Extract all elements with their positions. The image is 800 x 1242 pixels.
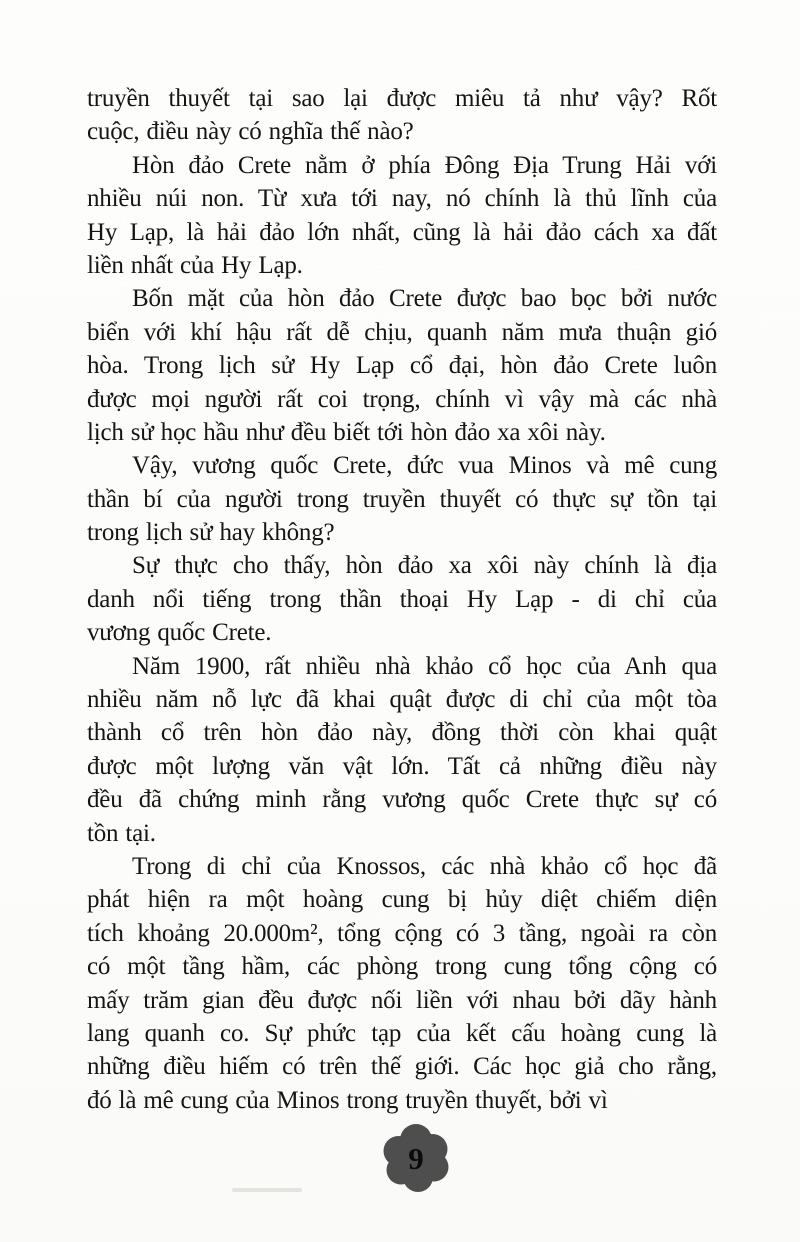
page-number-badge (377, 1122, 455, 1196)
text-line: Năm 1900, rất nhiều nhà khảo cổ học của Anh qua (132, 652, 717, 680)
text-line: biển với khí hậu rất dễ chịu, quanh năm mưa thuận gió (87, 318, 717, 346)
scan-smudge-mark (232, 1188, 302, 1192)
text-line: những điều hiếm có trên thế giới. Các học giả cho rằng, (87, 1053, 717, 1081)
text-line: tích khoảng 20.000m², tổng cộng có 3 tầng, ngoài ra còn (87, 919, 717, 947)
text-line: thành cổ trên hòn đảo này, đồng thời còn khai quật (87, 719, 717, 747)
text-line: đó là mê cung của Minos trong truyền thuyết, bởi vì (87, 1086, 608, 1114)
text-line: nhiều núi non. Từ xưa tới nay, nó chính là thủ lĩnh của (87, 185, 717, 213)
text-line: truyền thuyết tại sao lại được miêu tả như vậy? Rốt (87, 85, 717, 112)
text-line: được mọi người rất coi trọng, chính vì vậy mà các nhà (87, 385, 717, 413)
text-line: Trong di chỉ của Knossos, các nhà khảo cổ học đã (132, 852, 717, 880)
text-line: thần bí của người trong truyền thuyết có thực sự tồn tại (87, 485, 717, 513)
body-text (87, 82, 717, 1117)
text-line: danh nổi tiếng trong thần thoại Hy Lạp - di chỉ của (87, 585, 717, 613)
text-line: trong lịch sử hay không? (87, 519, 335, 547)
text-line: hòa. Trong lịch sử Hy Lạp cổ đại, hòn đảo Crete luôn (87, 352, 717, 380)
text-line: được một lượng văn vật lớn. Tất cả những điều này (87, 752, 717, 780)
text-line: Hòn đảo Crete nằm ở phía Đông Địa Trung Hải với (132, 151, 717, 179)
text-line: lịch sử học hầu như đều biết tới hòn đảo xa xôi này. (87, 418, 606, 446)
text-line: cuộc, điều này có nghĩa thế nào? (87, 118, 414, 146)
text-line: vương quốc Crete. (87, 619, 272, 647)
text-line: đều đã chứng minh rằng vương quốc Crete thực sự có (87, 786, 717, 814)
text-line: Sự thực cho thấy, hòn đảo xa xôi này chính là địa (132, 552, 717, 580)
text-line: liền nhất của Hy Lạp. (87, 251, 303, 279)
text-line: phát hiện ra một hoàng cung bị hủy diệt chiếm diện (87, 886, 717, 914)
text-line: Bốn mặt của hòn đảo Crete được bao bọc bởi nước (132, 285, 717, 313)
text-line: Vậy, vương quốc Crete, đức vua Minos và mê cung (132, 452, 717, 480)
text-line: Hy Lạp, là hải đảo lớn nhất, cũng là hải đảo cách xa đất (87, 218, 717, 246)
text-line: tồn tại. (87, 819, 156, 847)
text-line: mấy trăm gian đều được nối liền với nhau bởi dãy hành (87, 986, 717, 1014)
text-line: nhiều năm nỗ lực đã khai quật được di chỉ của một tòa (87, 686, 717, 714)
page-number: 9 (408, 1141, 424, 1176)
text-line: lang quanh co. Sự phức tạp của kết cấu hoàng cung là (87, 1019, 717, 1047)
text-line: có một tầng hầm, các phòng trong cung tổng cộng có (87, 953, 717, 981)
